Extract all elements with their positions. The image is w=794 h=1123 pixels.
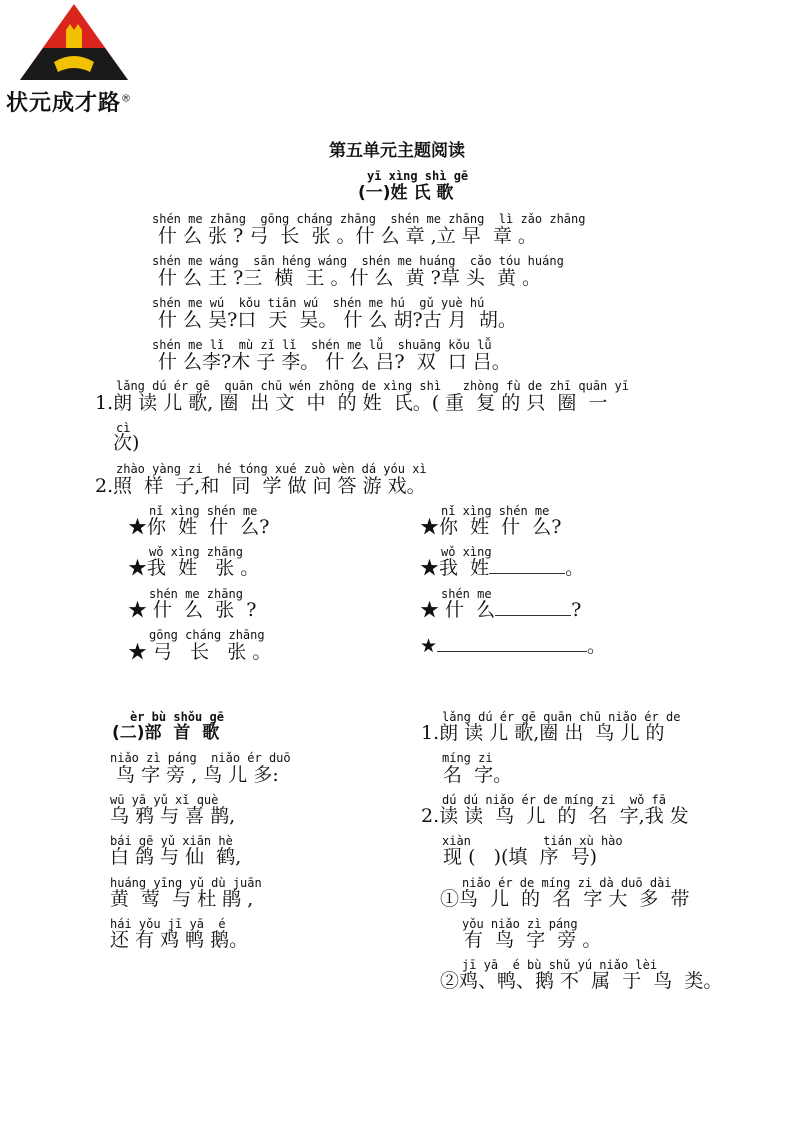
- poem2-line-pinyin: hái yǒu jī yā é: [110, 917, 226, 931]
- question2-text: 2.照 样 子,和 同 学 做 问 答 游 戏。: [95, 475, 426, 497]
- poem1-line: 什 么 王 ?三 横 王 。什 么 黄 ?草 头 黄 。: [158, 267, 542, 289]
- poem1-title: (一)姓 氏 歌: [358, 183, 454, 203]
- answer-blank[interactable]: [489, 557, 565, 574]
- poem2-line-pinyin: wū yā yǔ xǐ què: [110, 793, 219, 807]
- answer-line: ★ 什 么 ?: [420, 599, 582, 621]
- example-pinyin: gōng cháng zhāng: [149, 628, 265, 642]
- answer-pinyin: wǒ xìng: [441, 545, 492, 559]
- poem2-line: 黄 莺 与 杜 鹃 ,: [110, 888, 254, 910]
- brand-name: 状元成才路®: [6, 91, 133, 116]
- question1-pinyin-cont: cì: [116, 421, 131, 435]
- poem1-line-pinyin: shén me zhāng gōng cháng zhāng shén me zhāng lì zǎo zhāng: [152, 212, 586, 226]
- answer-line: ★我 姓 。: [420, 557, 585, 579]
- answer-blank[interactable]: [437, 635, 587, 652]
- right-question2-pinyin-cont: xiàn tián xù hào: [442, 834, 623, 848]
- right-question1-pinyin: lǎng dú ér gē quān chū niǎo ér de: [442, 710, 681, 724]
- poem2-line-pinyin: bái gē yǔ xiān hè: [110, 834, 233, 848]
- question1-text: 1.朗 读 儿 歌, 圈 出 文 中 的 姓 氏。( 重 复 的 只 圈 一: [95, 392, 608, 414]
- poem2-line: 白 鸽 与 仙 鹤,: [110, 846, 242, 868]
- example-pinyin: wǒ xìng zhāng: [149, 545, 243, 559]
- poem1-line-pinyin: shén me wáng sān héng wáng shén me huáng cǎo tóu huáng: [152, 254, 564, 268]
- poem2-line: 鸟 字 旁 , 鸟 儿 多:: [110, 764, 279, 786]
- poem2-title-pinyin: èr bù shǒu gē: [130, 710, 224, 724]
- page-title: 第五单元主题阅读: [329, 141, 465, 161]
- question1-pinyin: lǎng dú ér gē quān chū wén zhōng de xìng shì zhòng fù de zhī quān yī: [116, 379, 629, 393]
- answer-blank[interactable]: [495, 599, 571, 616]
- brand-logo: [18, 2, 130, 82]
- option-1[interactable]: ①鸟 儿 的 名 字 大 多 带: [440, 888, 690, 910]
- right-question1-pinyin-cont: míng zi: [442, 751, 493, 765]
- poem2-line-pinyin: huáng yīng yǔ dù juān: [110, 876, 262, 890]
- option-pinyin: niǎo ér de míng zi dà duō dài: [462, 876, 672, 890]
- poem1-line: 什 么 张 ? 弓 长 张 。什 么 章 ,立 早 章 。: [158, 225, 537, 247]
- poem2-line: 还 有 鸡 鸭 鹅。: [110, 929, 249, 951]
- answer-pinyin: shén me: [441, 587, 492, 601]
- example-line: ★ 弓 长 张 。: [128, 641, 272, 663]
- example-pinyin: shén me zhāng: [149, 587, 243, 601]
- poem1-title-pinyin: yī xìng shì gē: [367, 169, 469, 183]
- answer-pinyin: nǐ xìng shén me: [441, 504, 550, 518]
- right-question2-pinyin: dú dú niǎo ér de míng zi wǒ fā: [442, 793, 666, 807]
- right-question2-text-cont: 现 ( )(填 序 号): [437, 846, 598, 868]
- right-question1-text-cont: 名 字。: [437, 764, 513, 786]
- poem2-line: 乌 鸦 与 喜 鹊,: [110, 805, 236, 827]
- poem2-line-pinyin: niǎo zì páng niǎo ér duō: [110, 751, 291, 765]
- right-question1-text: 1.朗 读 儿 歌,圈 出 鸟 儿 的: [421, 722, 665, 744]
- logo-crown-icon: [66, 30, 82, 48]
- poem1-line: 什 么 吴?口 天 吴。 什 么 胡?古 月 胡。: [158, 309, 517, 331]
- poem1-line-pinyin: shén me wú kǒu tiān wú shén me hú gǔ yuè hú: [152, 296, 485, 310]
- poem2-title: (二)部 首 歌: [112, 723, 220, 743]
- example-pinyin: nǐ xìng shén me: [149, 504, 258, 518]
- poem1-line: 什 么李?木 子 李。 什 么 吕? 双 口 吕。: [158, 351, 511, 373]
- option-pinyin-cont: yǒu niǎo zì páng: [462, 917, 578, 931]
- example-line: ★你 姓 什 么?: [128, 516, 270, 538]
- right-question2-text: 2.读 读 鸟 儿 的 名 字,我 发: [421, 805, 689, 827]
- example-line: ★我 姓 张 。: [128, 557, 260, 579]
- option-2[interactable]: ②鸡、鸭、鹅 不 属 于 鸟 类。: [440, 970, 723, 992]
- answer-line: ★ 。: [420, 635, 607, 657]
- answer-line: ★你 姓 什 么?: [420, 516, 562, 538]
- question1-text-cont: 次): [113, 432, 140, 454]
- option-pinyin: jī yā é bù shǔ yú niǎo lèi: [462, 958, 658, 972]
- poem1-line-pinyin: shén me lǐ mù zǐ lǐ shén me lǚ shuāng kǒu lǚ: [152, 338, 492, 352]
- example-line: ★ 什 么 张 ?: [128, 599, 257, 621]
- question2-pinyin: zhào yàng zi hé tóng xué zuò wèn dá yóu xì: [116, 462, 427, 476]
- option-1-cont: 有 鸟 字 旁 。: [458, 929, 602, 951]
